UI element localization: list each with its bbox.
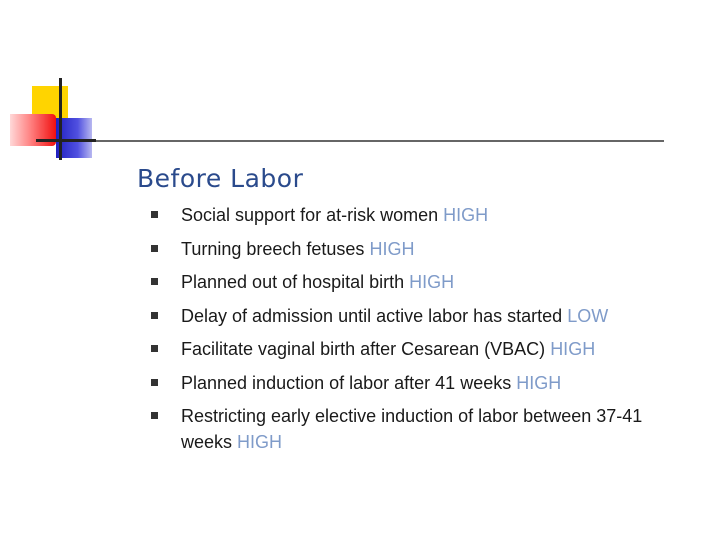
bullet-text: Social support for at-risk women (181, 205, 439, 225)
evidence-rating: HIGH (443, 205, 489, 225)
bullet-list (150, 202, 690, 463)
bullet-square-icon (151, 345, 158, 352)
bullet-text: Turning breech fetuses (181, 238, 365, 259)
bullet-square-icon (151, 412, 158, 419)
bullet-item (150, 370, 690, 396)
slide-title: Before Labor (137, 164, 304, 193)
bullet-square-icon (151, 312, 158, 319)
bullet-item (150, 236, 690, 262)
bullet-item (150, 403, 690, 455)
evidence-rating: HIGH (516, 372, 562, 393)
bullet-text: Facilitate vaginal birth after Cesarean (VBAC) (181, 339, 546, 359)
bullet-square-icon (151, 379, 158, 386)
evidence-rating: HIGH (369, 238, 415, 259)
bullet-item (150, 336, 690, 362)
evidence-rating: HIGH (237, 432, 283, 452)
bullet-text: Planned out of hospital birth (181, 272, 405, 292)
corner-logo-vertical-line (59, 78, 62, 160)
bullet-item (150, 269, 690, 295)
bullet-square-icon (151, 211, 158, 218)
bullet-text: Delay of admission until active labor has started (181, 305, 563, 326)
bullet-text: Planned induction of labor after 41 weeks (181, 372, 512, 393)
bullet-square-icon (151, 245, 158, 252)
bullet-text: Restricting early elective induction of labor between 37-41 weeks (181, 406, 643, 452)
evidence-rating: HIGH (409, 272, 455, 292)
bullet-item (150, 202, 690, 228)
evidence-rating: HIGH (550, 339, 596, 359)
bullet-item (150, 303, 690, 329)
bullet-square-icon (151, 278, 158, 285)
title-divider-accent (36, 139, 96, 142)
evidence-rating: LOW (567, 305, 609, 326)
title-divider (36, 140, 664, 142)
